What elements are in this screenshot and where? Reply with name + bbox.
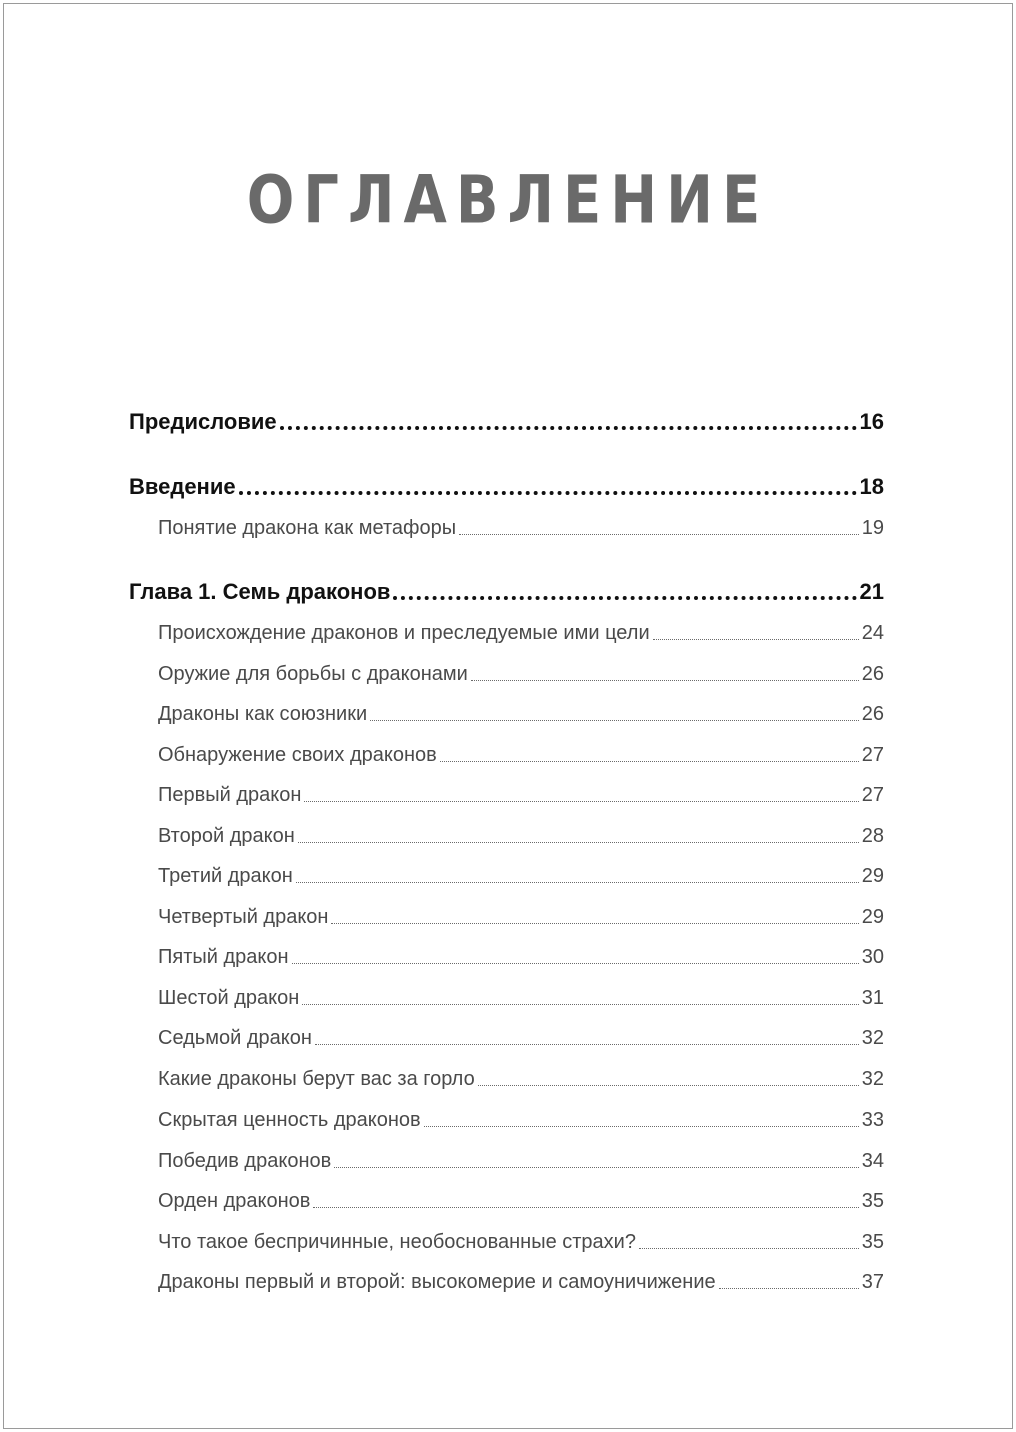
dot-leader bbox=[313, 1207, 858, 1208]
toc-entry-page: 19 bbox=[861, 517, 884, 539]
toc-entry-label: Понятие дракона как метафоры bbox=[158, 517, 457, 539]
toc-entry-label: Пятый дракон bbox=[158, 946, 289, 968]
dot-leader bbox=[653, 639, 859, 640]
toc-entry-page: 28 bbox=[861, 825, 884, 847]
toc-entry-page: 37 bbox=[861, 1271, 884, 1293]
dot-leader bbox=[370, 720, 859, 721]
toc-entry-seventh-dragon[interactable] bbox=[158, 1027, 884, 1050]
toc-entry-groundless-fears[interactable] bbox=[158, 1231, 884, 1254]
toc-entry-fifth-dragon[interactable] bbox=[158, 946, 884, 969]
toc-entry-page: 29 bbox=[861, 865, 884, 887]
toc-entry-label: Третий дракон bbox=[158, 865, 293, 887]
toc-entry-hidden-value[interactable] bbox=[158, 1109, 884, 1132]
toc-entry-page: 32 bbox=[861, 1068, 884, 1090]
toc-entry-label: Первый дракон bbox=[158, 784, 302, 806]
dot-leader bbox=[424, 1126, 859, 1127]
toc-entry-label: Победив драконов bbox=[158, 1150, 332, 1172]
toc-entry-label: Седьмой дракон bbox=[158, 1027, 312, 1049]
dot-leader bbox=[292, 963, 859, 964]
dot-leader bbox=[440, 761, 859, 762]
toc-entry-page: 35 bbox=[861, 1231, 884, 1253]
toc-entry-page: 35 bbox=[861, 1190, 884, 1212]
toc-entry-defeating[interactable] bbox=[158, 1150, 884, 1173]
toc-entry-page: 29 bbox=[861, 906, 884, 928]
dot-leader bbox=[719, 1288, 859, 1289]
toc-entry-label: Введение bbox=[129, 474, 236, 499]
toc-entry-page: 16 bbox=[859, 409, 884, 434]
toc-entry-page: 18 bbox=[859, 474, 884, 499]
toc-entry-dragon-metaphor[interactable] bbox=[158, 517, 884, 540]
toc-entry-fourth-dragon[interactable] bbox=[158, 906, 884, 929]
dot-leader bbox=[280, 426, 857, 430]
dot-leader bbox=[459, 534, 859, 535]
dot-leader bbox=[315, 1044, 859, 1045]
dot-leader bbox=[334, 1167, 859, 1168]
toc-entry-label: Какие драконы берут вас за горло bbox=[158, 1068, 475, 1090]
toc-entry-page: 26 bbox=[861, 703, 884, 725]
toc-entry-third-dragon[interactable] bbox=[158, 865, 884, 888]
toc-entry-introduction[interactable] bbox=[129, 474, 884, 500]
toc-entry-label: Драконы как союзники bbox=[158, 703, 368, 725]
toc-entry-page: 30 bbox=[861, 946, 884, 968]
dot-leader bbox=[304, 801, 858, 802]
toc-entry-label: Обнаружение своих драконов bbox=[158, 744, 437, 766]
toc-entry-page: 32 bbox=[861, 1027, 884, 1049]
toc-entry-label: Драконы первый и второй: высокомерие и самоуничижение bbox=[158, 1271, 716, 1293]
toc-entry-label: Происхождение драконов и преследуемые ими цели bbox=[158, 622, 650, 644]
dot-leader bbox=[639, 1248, 859, 1249]
toc-entry-page: 21 bbox=[859, 579, 884, 604]
toc-entry-dragon-origins[interactable] bbox=[158, 622, 884, 645]
toc-entry-arrogance[interactable] bbox=[158, 1271, 884, 1294]
toc-entry-page: 34 bbox=[861, 1150, 884, 1172]
toc-entry-discovering[interactable] bbox=[158, 744, 884, 767]
toc-entry-label: Оружие для борьбы с драконами bbox=[158, 663, 468, 685]
dot-leader bbox=[298, 842, 859, 843]
toc-entry-page: 33 bbox=[861, 1109, 884, 1131]
dot-leader bbox=[471, 680, 859, 681]
page-title: ОГЛАВЛЕНИЕ bbox=[246, 162, 770, 239]
dot-leader bbox=[296, 882, 859, 883]
toc-entry-order[interactable] bbox=[158, 1190, 884, 1213]
toc-entry-second-dragon[interactable] bbox=[158, 825, 884, 848]
toc-entry-sixth-dragon[interactable] bbox=[158, 987, 884, 1010]
toc-entry-preface[interactable] bbox=[129, 409, 884, 435]
dot-leader bbox=[302, 1004, 858, 1005]
toc-entry-page: 26 bbox=[861, 663, 884, 685]
toc-entry-which-dragons[interactable] bbox=[158, 1068, 884, 1091]
toc-entry-label: Скрытая ценность драконов bbox=[158, 1109, 421, 1131]
toc-entry-page: 27 bbox=[861, 784, 884, 806]
dot-leader bbox=[393, 596, 856, 600]
toc-entry-chapter-1[interactable] bbox=[129, 579, 884, 605]
dot-leader bbox=[478, 1085, 859, 1086]
toc-entry-first-dragon[interactable] bbox=[158, 784, 884, 807]
toc-entry-label: Что такое беспричинные, необоснованные страхи? bbox=[158, 1231, 636, 1253]
toc-entry-allies[interactable] bbox=[158, 703, 884, 726]
toc-entry-weapons[interactable] bbox=[158, 663, 884, 686]
toc-entry-label: Глава 1. Семь драконов bbox=[129, 579, 391, 604]
dot-leader bbox=[239, 491, 857, 495]
toc-entry-page: 27 bbox=[861, 744, 884, 766]
toc-entry-label: Предисловие bbox=[129, 409, 277, 434]
toc-entry-page: 24 bbox=[861, 622, 884, 644]
dot-leader bbox=[331, 923, 858, 924]
toc-entry-label: Шестой дракон bbox=[158, 987, 300, 1009]
toc-entry-page: 31 bbox=[861, 987, 884, 1009]
toc-entry-label: Четвертый дракон bbox=[158, 906, 329, 928]
toc-entry-label: Орден драконов bbox=[158, 1190, 311, 1212]
toc-entry-label: Второй дракон bbox=[158, 825, 295, 847]
